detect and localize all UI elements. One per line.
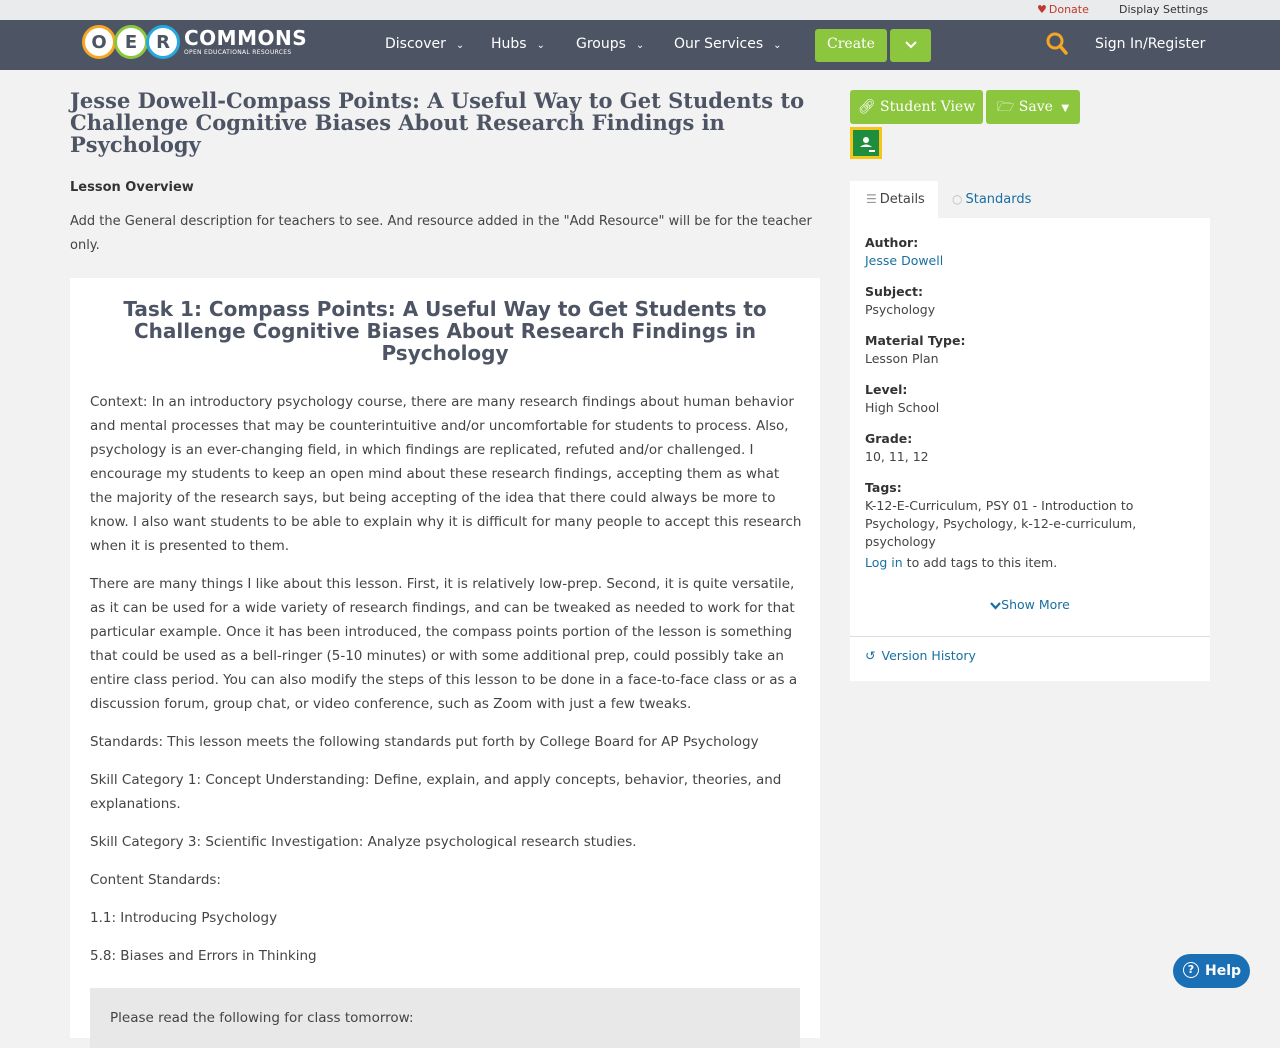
subject-value: Psychology (865, 302, 936, 317)
task-paragraph: Skill Category 3: Scientific Investigation: Analyze psychological research studies. (90, 834, 637, 850)
level-value: High School (865, 400, 940, 415)
task-paragraph: Context: In an introductory psychology course, there are many research findings about human behavior and mental processes that may be counterintuitive and/or uncomfortable for students to process. Also, psychology is an ever-changing field, in which findings are replicated, refuted and/or challenged. I encourage my students to keep an open mind about these research findings, accepting them as what the majority of the research says, but being accepting of the idea that there could always be more to know. I also want students to be able to explain why it is difficult for many people to accept this research when it is presented to them. (90, 394, 802, 554)
nav-groups[interactable] (576, 36, 644, 52)
tab-standards[interactable] (952, 181, 1031, 218)
meta-material-type (865, 332, 1205, 368)
task-body (90, 390, 802, 982)
meta-login-tags (865, 554, 1205, 572)
tab-details-label: Details (879, 192, 925, 207)
help-label: Help (1205, 963, 1242, 979)
logo-tagline: OPEN EDUCATIONAL RESOURCES (184, 49, 292, 56)
meta-author (865, 234, 1205, 270)
reading-assignment-text: Please read the following for class tomorrow: (110, 1010, 414, 1026)
author-link[interactable]: Jesse Dowell (865, 253, 944, 268)
heart-icon: ♥ (1037, 3, 1047, 16)
nav-discover[interactable] (385, 36, 464, 52)
logo-letter-r: R (146, 25, 180, 59)
tab-details[interactable] (850, 181, 938, 218)
create-dropdown-button[interactable] (890, 29, 931, 62)
create-button[interactable]: Create (815, 29, 887, 62)
tab-standards-label: Standards (965, 192, 1032, 207)
task-paragraph: 5.8: Biases and Errors in Thinking (90, 948, 317, 964)
details-panel (850, 218, 1210, 681)
meta-subject (865, 283, 1205, 319)
nav-discover-label: Discover (385, 36, 446, 52)
chevron-down-icon: ⌄ (455, 40, 465, 51)
nav-our-services-label: Our Services (674, 36, 764, 52)
page-title: Jesse Dowell-Compass Points: A Useful Way to Get Students to Challenge Cognitive Biases About Research Findings in Psychology (70, 88, 805, 157)
material-type-value: Lesson Plan (865, 351, 939, 366)
grade-label: Grade: (865, 431, 913, 446)
nav-hubs[interactable] (491, 36, 545, 52)
help-button[interactable] (1173, 954, 1250, 988)
main-navbar (0, 20, 1280, 70)
nav-hubs-label: Hubs (491, 36, 527, 52)
logo-word: COMMONS (184, 26, 308, 50)
history-icon: ↺ (865, 648, 876, 663)
version-history-link[interactable] (865, 648, 976, 663)
save-button[interactable] (986, 90, 1080, 124)
list-icon: ☰ (866, 192, 877, 206)
material-type-label: Material Type: (865, 333, 966, 348)
resource-tabs (850, 181, 1210, 218)
task-title: Task 1: Compass Points: A Useful Way to Get Students to Challenge Cognitive Biases About Research Findings in Psychology (123, 297, 767, 365)
link-icon: 🔗︎ (857, 99, 876, 115)
show-more-label: Show More (1001, 597, 1070, 612)
version-history-label: Version History (881, 648, 976, 663)
task-paragraph: There are many things I like about this lesson. First, it is relatively low-prep. Second, it is quite versatile, as it can be used for a wide variety of research findings, and can be tweaked as needed to work for that particular example. Once it has been introduced, the compass points portion of the lesson is something that could be used as a bell-ringer (5-10 minutes) or with some additional prep, could possibly take an entire class period. You can also modify the steps of this lesson to be done in a face-to-face class or as a discussion forum, group chat, or video conference, such as Zoom with just a few tweaks. (90, 576, 798, 712)
student-view-button[interactable] (850, 90, 983, 124)
tags-value: K-12-E-Curriculum, PSY 01 - Introduction to Psychology, Psychology, k-12-e-curriculum, psychology (865, 498, 1137, 549)
task-paragraph: Skill Category 1: Concept Understanding: Define, explain, and apply concepts, behavior, theories, and explanations. (90, 772, 782, 812)
author-label: Author: (865, 235, 919, 250)
nav-groups-label: Groups (576, 36, 626, 52)
google-classroom-icon[interactable] (850, 127, 882, 159)
reading-assignment-box (90, 988, 800, 1048)
donate-link[interactable] (1037, 3, 1089, 16)
nav-our-services[interactable] (674, 36, 782, 52)
question-icon: ? (1183, 962, 1199, 978)
display-settings-link[interactable]: Display Settings (1119, 3, 1209, 16)
caret-down-icon: ▼ (1061, 103, 1070, 114)
search-icon[interactable] (1046, 32, 1068, 56)
tags-label: Tags: (865, 480, 902, 495)
chevron-down-icon: ⌄ (635, 40, 645, 51)
chevron-down-icon: ⌄ (773, 40, 782, 51)
meta-level (865, 381, 1205, 417)
logo-wordmark (184, 28, 307, 56)
login-suffix: to add tags to this item. (902, 555, 1058, 570)
sign-in-register-link[interactable]: Sign In/Register (1095, 36, 1206, 52)
chevron-down-icon (990, 602, 1001, 610)
chevron-down-icon: ⌄ (536, 40, 545, 51)
meta-grade (865, 430, 1205, 466)
subject-label: Subject: (865, 284, 923, 299)
lesson-overview-heading: Lesson Overview (70, 180, 194, 195)
folder-open-icon: 🗁 (996, 99, 1015, 115)
login-link[interactable]: Log in (865, 555, 903, 570)
utility-bar (0, 0, 1280, 20)
oer-commons-logo[interactable] (82, 25, 307, 59)
logo-letter-o: O (82, 25, 116, 59)
lesson-overview-text: Add the General description for teachers to see. And resource added in the "Add Resource" will be for the teacher only. (70, 214, 812, 253)
task-paragraph: Content Standards: (90, 872, 221, 888)
show-more-link[interactable] (850, 597, 1210, 612)
task-card (70, 278, 820, 1038)
save-label: Save (1018, 99, 1053, 115)
chevron-down-icon (905, 41, 917, 49)
student-view-label: Student View (880, 99, 976, 115)
divider (850, 636, 1210, 637)
task-paragraph: Standards: This lesson meets the following standards put forth by College Board for AP Psychology (90, 734, 759, 750)
classroom-person-icon (853, 130, 879, 156)
donate-label: Donate (1048, 3, 1089, 16)
meta-tags (865, 479, 1205, 551)
circle-icon: ○ (952, 192, 963, 206)
task-paragraph: 1.1: Introducing Psychology (90, 910, 278, 926)
level-label: Level: (865, 382, 908, 397)
logo-letter-e: E (114, 25, 148, 59)
grade-value: 10, 11, 12 (865, 449, 929, 464)
